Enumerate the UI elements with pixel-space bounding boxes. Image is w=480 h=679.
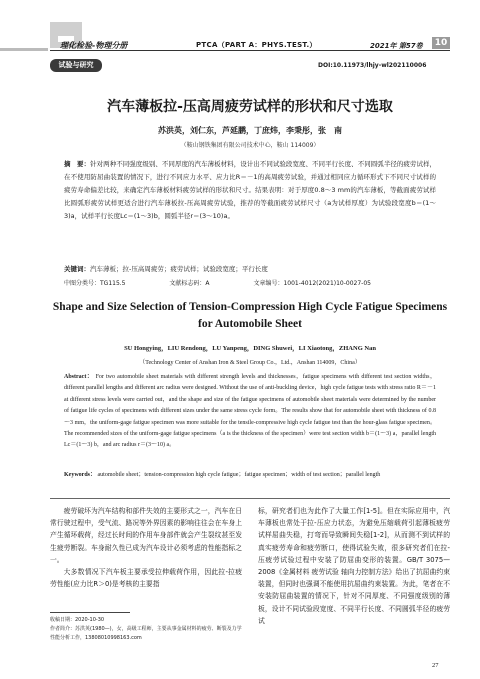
keywords-en-label: Keywords：: [64, 472, 96, 478]
author-intro: 作者简介：苏洪英(1980—)，女，高级工程师，主要从事金属材料的疲劳、断裂及力学性能分析工作，13808010998163.com: [50, 626, 242, 641]
section-badge: 试验与研究: [50, 59, 102, 72]
issue-number: 10: [432, 37, 450, 49]
footnote: [50, 616, 242, 643]
document-code: 文献标志码：A: [169, 280, 210, 287]
keywords-en-text: automobile sheet；tension-compression high cycle fatigue；fatigue specimen；width of test section；parallel length: [97, 472, 381, 478]
affiliation-cn: （鞍山钢铁集团有限公司技术中心，鞍山 114009）: [180, 142, 320, 149]
abstract-en-text: For two automobile sheet materials with different strength levels and thicknesses，fatigue specimens with different test section widths，different parallel lengths and different arc radius were designed. Without the use of anti-buckling device，high cycle fatigue tests with stress ratio R＝－1 at different stress levels were carried out，and the shape and size of the fatigue specimens of automobile sheet materials were determined by the number of fatigue life cycles of specimens with different sizes under the same stress cycle form。The results show that for automobile sheet with thickness of 0.8～3 mm，the uniform-gage fatigue specimen was more suitable for the tensile-compressive high cycle fatigue test than the hour-glass fatigue specimen。The recommended sizes of the uniform-gage fatigue specimens（a is the thickness of the specimen）were test section width b＝(1～3) a，parallel length Lc＝(1～3) b，and arc radius r＝(3～10) a。: [64, 374, 437, 449]
abstract-separator: [50, 498, 450, 499]
abstract-en-label: Abstract：: [64, 374, 94, 380]
keywords-en: [64, 470, 436, 481]
body-column-left: [50, 505, 242, 590]
title-cn: 汽车薄板拉-压高周疲劳试样的形状和尺寸选取: [107, 99, 393, 115]
header-rule: [50, 50, 450, 51]
abstract-en: [64, 372, 436, 452]
journal-name-cn: 理化检验-物理分册: [60, 41, 128, 50]
journal-volume: 2021年 第57卷: [370, 42, 423, 50]
page-number: 27: [432, 662, 439, 669]
title-en: Shape and Size Selection of Tension-Compression High Cycle Fatigue Specimens for Automobile Sheet: [52, 301, 448, 330]
abstract-cn-text: 针对两种不同强度级别、不同厚度的汽车薄板材料，设计出不同试验段宽度、不同平行长度、不同圆弧半径的疲劳试样，在不使用防屈曲装置的情况下，进行不同应力水平、应力比R＝－1的高周疲劳试验，并通过相同应力循环形式下不同尺寸试样的疲劳寿命偏差比较，来确定汽车薄板材料疲劳试样的形状和尺寸。结果表明：对于厚度0.8～3 mm的汽车薄板，等截面疲劳试样比圆弧形疲劳试样更适合进行汽车薄板拉-压高周疲劳试验，推荐的等截面疲劳试样尺寸（a为试样厚度）为试验段宽度b＝(1～3)a，试样平行长度Lc＝(1～3)b，圆弧半径r＝(3～10)a。: [64, 160, 437, 220]
doi: DOI:10.11973/lhjy-wl202110006: [318, 62, 427, 69]
body-column-right: [258, 505, 450, 627]
abstract-cn-label: 摘 要：: [64, 160, 91, 168]
abstract-cn: [64, 158, 436, 223]
authors-cn: 苏洪英，刘仁东，芦延鹏，丁庶炜，李秉彤，张 南: [158, 126, 342, 135]
keywords-cn-text: 汽车薄板；拉-压高周疲劳；疲劳试样；试验段宽度；平行长度: [90, 265, 268, 273]
classification-row: [64, 278, 464, 287]
body-paragraph: 疲劳破坏为汽车结构和部件失效的主要形式之一，汽车在日常行驶过程中，受气流、路况等外界因素的影响往往会在车身上产生循环载荷，经过长时间的作用车身部件就会产生裂纹甚至发生疲劳断裂。车身耐久性已成为汽车设计必须考虑的性能指标之一。: [50, 507, 242, 564]
journal-name-en: PTCA（PART A：PHYS.TEST.）: [196, 41, 317, 49]
clc-number: 中图分类号：TG115.5: [64, 280, 126, 287]
authors-en: SU Hongying，LIU Rendong，LU Yanpeng，DING Shuwei，LI Xiaotong，ZHANG Nan: [124, 345, 376, 352]
header-accent-bar: [0, 48, 48, 51]
keywords-cn-label: 关键词：: [64, 265, 90, 273]
article-number: 文章编号：1001-4012(2021)10-0027-05: [253, 280, 371, 287]
affiliation-en: （Technology Center of Anshan Iron & Steel Group Co.，Ltd.，Anshan 114009，China）: [139, 360, 361, 366]
body-paragraph: 标，研究者们也为此作了大量工作[1-5]。但在实际应用中，汽车薄板也常处于拉-压应力状态，为避免压缩载荷引起薄板疲劳试样屈曲失稳，打弯而导致瞬间失稳[1-2]，从而测不到试样的真实疲劳寿命和疲劳断口，使得试验失败，很多研究者们在拉-压疲劳试验过程中安装了防屈曲变形的装置。GB/T 3075—2008《金属材料 疲劳试验 轴向力控制方法》给出了抗屈曲约束装置，但同时也强调不能使用抗屈曲约束装置。为此，笔者在不安装防屈曲装置的情况下，针对不同厚度、不同强度级别的薄板，设计不同试验段宽度、不同平行长度、不同圆弧半径的疲劳试: [258, 507, 450, 625]
footnote-rule: [50, 612, 130, 613]
keywords-cn: [64, 264, 436, 273]
received-date: 收稿日期：2020-10-30: [50, 617, 105, 623]
body-paragraph: 大多数情况下汽车板主要承受拉伸载荷作用，因此拉-拉疲劳性能(应力比R＞0)是考核的主要指: [50, 568, 242, 589]
